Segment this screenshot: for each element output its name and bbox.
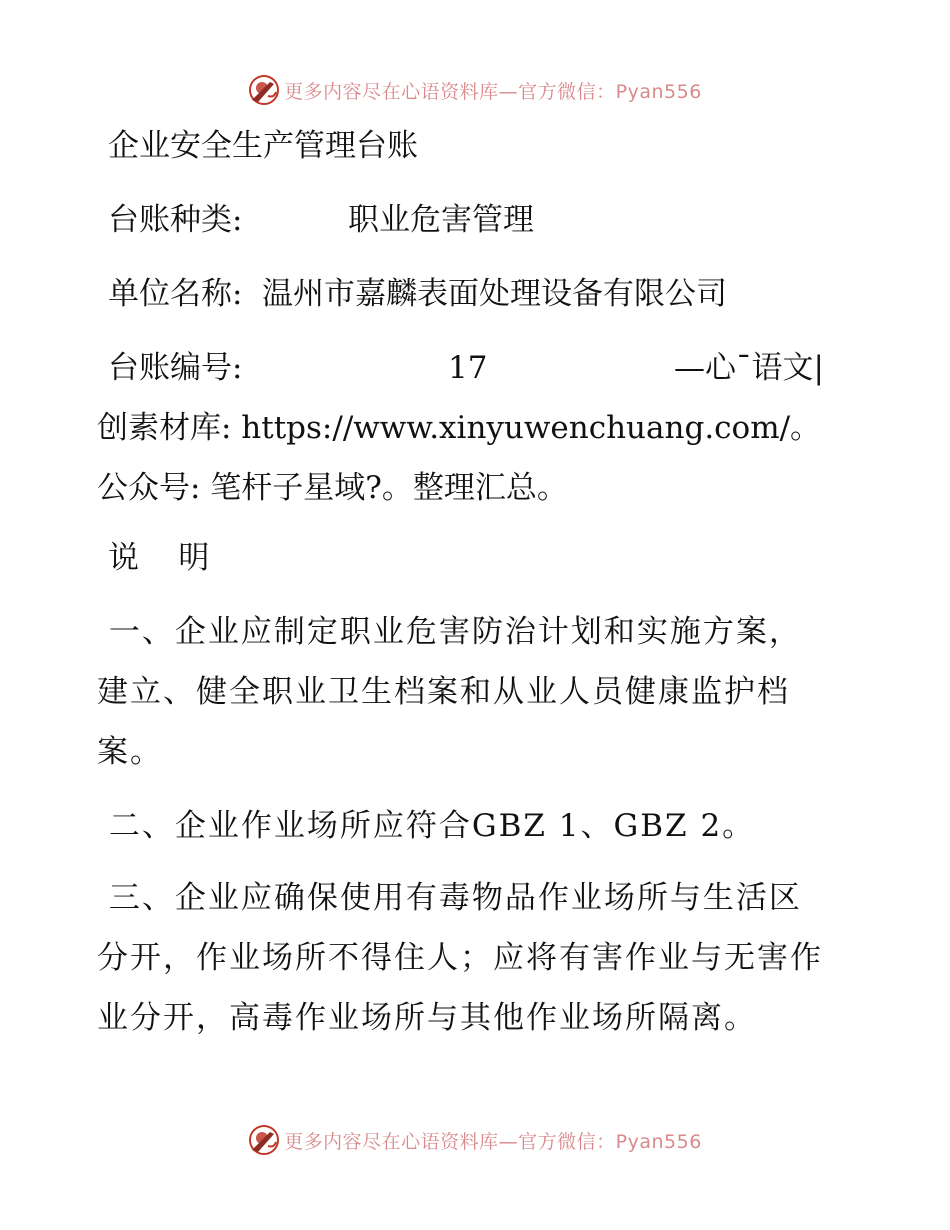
watermark-id: Pyan556 [615, 80, 702, 103]
ledger-type-label: 台账种类: [108, 202, 243, 238]
paragraph-3-line-3: 业分开，高毒作业场所与其他作业场所隔离。 [97, 1000, 757, 1036]
paragraph-1-line-1: 一、企业应制定职业危害防治计划和实施方案， [97, 614, 802, 650]
paragraph-1-line-3: 案。 [97, 734, 163, 770]
page-title: 企业安全生产管理台账 [108, 128, 418, 164]
unit-label: 单位名称: [108, 276, 243, 312]
paragraph-3-line-2: 分开，作业场所不得住人；应将有害作业与无害作 [97, 940, 823, 976]
unit-value: 温州市嘉麟表面处理设备有限公司 [262, 276, 727, 312]
watermark-bottom [0, 1122, 950, 1158]
logo-icon [248, 1124, 280, 1156]
ledger-number-value: 17 [448, 350, 488, 386]
watermark-top [0, 72, 950, 108]
paragraph-2-line-1: 二、企业作业场所应符合GBZ 1、GBZ 2。 [97, 808, 756, 844]
ledger-number-tail: —心¯语文| [674, 350, 824, 386]
source-line-1: 创素材库: https://www.xinyuwenchuang.com/。 [97, 410, 822, 446]
paragraph-1-line-2: 建立、健全职业卫生档案和从业人员健康监护档 [97, 674, 790, 710]
ledger-type-value: 职业危害管理 [348, 202, 534, 238]
ledger-number-label: 台账编号: [108, 350, 243, 386]
paragraph-3-line-1: 三、企业应确保使用有毒物品作业场所与生活区 [97, 880, 802, 916]
watermark-id: Pyan556 [615, 1130, 702, 1153]
source-line-2: 公众号: 笔杆子星域?。整理汇总。 [97, 470, 568, 506]
section-title: 说 明 [108, 540, 210, 576]
watermark-text: 更多内容尽在心语资料库—官方微信： [284, 1130, 616, 1153]
logo-icon [248, 74, 280, 106]
watermark-text: 更多内容尽在心语资料库—官方微信： [284, 80, 616, 103]
